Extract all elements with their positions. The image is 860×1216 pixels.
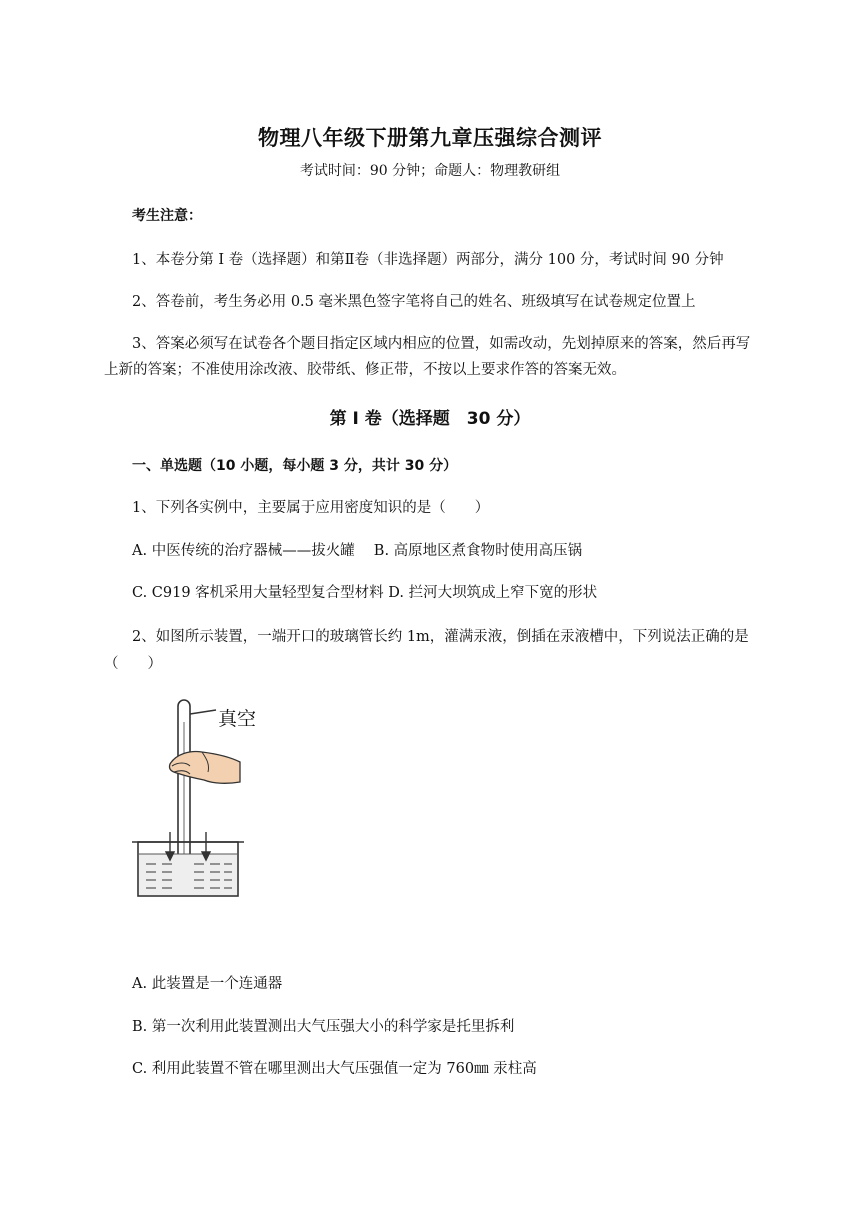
notice-item-1: 1、本卷分第 I 卷（选择题）和第Ⅱ卷（非选择题）两部分，满分 100 分，考试时间 90 分钟 — [132, 252, 724, 268]
question-1-options-cd: C. C919 客机采用大量轻型复合型材料 D. 拦河大坝筑成上窄下宽的形状 — [132, 585, 598, 601]
notice-item-3-continued: 上新的答案；不准使用涂改液、胶带纸、修正带，不按以上要求作答的答案无效。 — [104, 362, 626, 378]
page-title: 物理八年级下册第九章压强综合测评 — [258, 126, 602, 150]
label-pointer — [190, 710, 216, 714]
question-2-option-a: A. 此装置是一个连通器 — [132, 976, 283, 992]
exam-info: 考试时间：90 分钟；命题人：物理教研组 — [299, 163, 561, 179]
question-2-stem: 2、如图所示装置，一端开口的玻璃管长约 1m，灌满汞液，倒插在汞液槽中，下列说法正确的是 — [132, 629, 749, 645]
notice-heading: 考生注意： — [132, 208, 202, 224]
question-1-options-ab: A. 中医传统的治疗器械——拔火罐 B. 高原地区煮食物时使用高压锅 — [132, 543, 583, 559]
question-1-stem: 1、下列各实例中，主要属于应用密度知识的是（ ） — [132, 500, 490, 516]
notice-item-2: 2、答卷前，考生务必用 0.5 毫米黑色签字笔将自己的姓名、班级填写在试卷规定位置上 — [132, 294, 696, 310]
notice-item-3: 3、答案必须写在试卷各个题目指定区域内相应的位置，如需改动，先划掉原来的答案，然后再写 — [132, 336, 751, 352]
figure-label-vacuum: 真空 — [218, 708, 257, 730]
part-heading: 一、单选题（10 小题，每小题 3 分，共计 30 分） — [132, 458, 458, 474]
question-2-option-c: C. 利用此装置不管在哪里测出大气压强值一定为 760㎜ 汞柱高 — [132, 1061, 537, 1077]
question-2-option-b: B. 第一次利用此装置测出大气压强大小的科学家是托里拆利 — [132, 1019, 515, 1035]
question-2-stem-continued: （ ） — [104, 656, 162, 672]
section-title: 第 I 卷（选择题 30 分） — [329, 409, 531, 429]
